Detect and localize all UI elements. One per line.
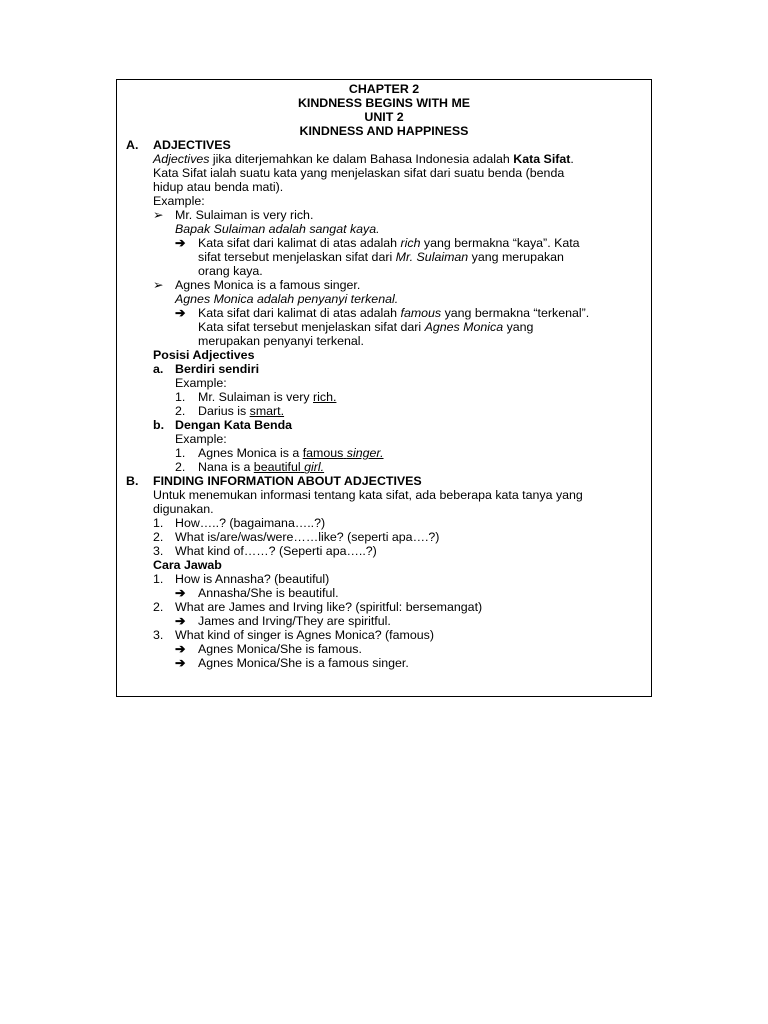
example-note: orang kaya. (198, 264, 263, 278)
arrow-right-icon: ➔ (175, 656, 186, 670)
bullet-icon: ➢ (153, 208, 164, 222)
list-number: 2. (153, 530, 164, 544)
chapter-label: CHAPTER 2 (348, 82, 420, 96)
list-number: 3. (153, 544, 164, 558)
answer: Agnes Monica/She is famous. (198, 642, 362, 656)
arrow-right-icon: ➔ (175, 306, 186, 320)
question-word: How…..? (bagaimana…..?) (175, 516, 326, 530)
list-item: Nana is a beautiful girl. (198, 460, 325, 474)
unit-title: KINDNESS AND HAPPINESS (299, 124, 469, 138)
arrow-right-icon: ➔ (175, 642, 186, 656)
example-sentence: Mr. Sulaiman is very rich. (175, 208, 314, 222)
intro-line: Untuk menemukan informasi tentang kata sifat, ada beberapa kata tanya yang (153, 488, 583, 502)
list-number: 2. (175, 404, 186, 418)
example-note: Kata sifat dari kalimat di atas adalah famous yang bermakna “terkenal”. (198, 306, 590, 320)
example-label: Example: (153, 194, 205, 208)
example-label: Example: (175, 376, 227, 390)
example-translation: Agnes Monica adalah penyanyi terkenal. (175, 292, 399, 306)
list-number: 1. (153, 572, 164, 586)
question: What are James and Irving like? (spiritful: bersemangat) (175, 600, 483, 614)
cara-jawab-heading: Cara Jawab (153, 558, 222, 572)
definition-line: hidup atau benda mati). (153, 180, 284, 194)
answer: James and Irving/They are spiritful. (198, 614, 391, 628)
adjective-definition: Adjectives jika diterjemahkan ke dalam Bahasa Indonesia adalah Kata Sifat. (153, 152, 574, 166)
example-label: Example: (175, 432, 227, 446)
list-number: 3. (153, 628, 164, 642)
sub-letter: a. (153, 362, 164, 376)
section-b-letter: B. (126, 474, 139, 488)
list-number: 1. (153, 516, 164, 530)
section-b-title: FINDING INFORMATION ABOUT ADJECTIVES (153, 474, 422, 488)
arrow-right-icon: ➔ (175, 586, 186, 600)
example-note: Kata sifat dari kalimat di atas adalah rich yang bermakna “kaya”. Kata (198, 236, 580, 250)
question: What kind of singer is Agnes Monica? (famous) (175, 628, 434, 642)
question: How is Annasha? (beautiful) (175, 572, 330, 586)
list-item: Agnes Monica is a famous singer. (198, 446, 384, 460)
list-number: 1. (175, 446, 186, 460)
chapter-title: KINDNESS BEGINS WITH ME (297, 96, 471, 110)
section-a-letter: A. (126, 138, 139, 152)
answer: Agnes Monica/She is a famous singer. (198, 656, 409, 670)
sub-heading: Berdiri sendiri (175, 362, 260, 376)
unit-label: UNIT 2 (364, 110, 404, 124)
bullet-icon: ➢ (153, 278, 164, 292)
sub-heading: Dengan Kata Benda (175, 418, 293, 432)
example-translation: Bapak Sulaiman adalah sangat kaya. (175, 222, 380, 236)
definition-line: Kata Sifat ialah suatu kata yang menjelaskan sifat dari suatu benda (benda (153, 166, 565, 180)
question-word: What is/are/was/were……like? (seperti apa….?) (175, 530, 440, 544)
arrow-right-icon: ➔ (175, 236, 186, 250)
example-sentence: Agnes Monica is a famous singer. (175, 278, 361, 292)
list-number: 2. (153, 600, 164, 614)
question-word: What kind of……? (Seperti apa…..?) (175, 544, 377, 558)
list-number: 2. (175, 460, 186, 474)
intro-line: digunakan. (153, 502, 214, 516)
list-item: Darius is smart. (198, 404, 285, 418)
arrow-right-icon: ➔ (175, 614, 186, 628)
example-note: merupakan penyanyi terkenal. (198, 334, 364, 348)
example-note: sifat tersebut menjelaskan sifat dari Mr. Sulaiman yang merupakan (198, 250, 564, 264)
answer: Annasha/She is beautiful. (198, 586, 339, 600)
posisi-heading: Posisi Adjectives (153, 348, 255, 362)
list-number: 1. (175, 390, 186, 404)
section-a-title: ADJECTIVES (153, 138, 231, 152)
list-item: Mr. Sulaiman is very rich. (198, 390, 337, 404)
sub-letter: b. (153, 418, 165, 432)
example-note: Kata sifat tersebut menjelaskan sifat dari Agnes Monica yang (198, 320, 534, 334)
